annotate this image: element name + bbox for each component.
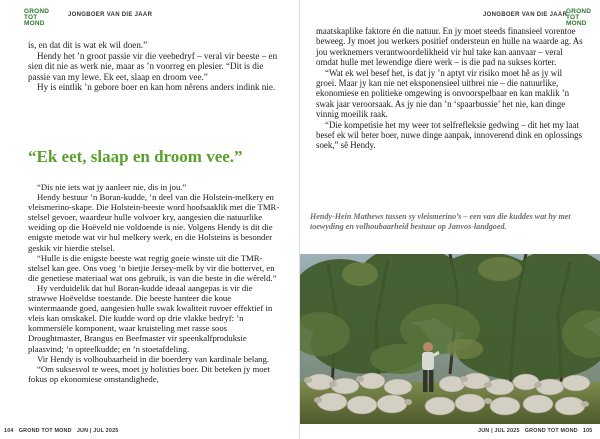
paragraph: “Dis nie iets wat jy aanleer nie, dis in jou.” (37, 182, 187, 192)
paragraph: is, en dat dit is wat ek wil doen.” (28, 40, 148, 50)
logo-text-line3: MOND (566, 20, 587, 27)
paragraph: “Hulle is die enigste beeste wat regtig goeie winste uit die TMR-stelsel kan gee. Ons voeg ’n bietjie Jersey-melk by vir die bottervet, en die genetiese materiaal wat ons gebruik, is van die beste in die wêreld.” (28, 252, 277, 283)
magazine-logo-right (566, 9, 591, 27)
page-footer-right (478, 428, 592, 434)
paragraph: Vir Hendy is volhoubaarheid in die boerdery van kardinale belang. (37, 353, 270, 364)
farmer-with-sheep-photo (300, 254, 600, 424)
paragraph: Hy is eintlik ’n gebore boer en kan hom nêrens anders indink nie. (37, 82, 276, 93)
magazine-name: GROND TOT MOND (524, 428, 578, 434)
pull-quote: “Ek eet, slaap en droom vee.” (28, 147, 243, 166)
photo-illustration (300, 254, 600, 424)
paragraph: maatskaplike faktore én die natuur. En jy moet steeds finansieel vorentoe beweeg. Jy moet jou werkers positief ondersteun en hulle na waarde ag. As jou werknemers verantwoordelikheid vir hul take kan aanvaar – veral omdat hulle met lewendige diere werk – is die pad na sukses korter. (316, 26, 583, 68)
page-number: 104 (4, 428, 14, 434)
logo-text-line1: GROND (566, 8, 592, 15)
logo-text-line1: GROND (24, 8, 50, 15)
page-footer-left (4, 428, 118, 434)
magazine-name: GROND TOT MOND (18, 428, 72, 434)
section-label-right: JONGBOER VAN DIE JAAR (483, 12, 568, 18)
logo-text-line2: TOT (566, 14, 580, 21)
paragraph: “Die kompetisie het my weer tot selfrefleksie gedwing – dit het my laat besef ek wil beter boer, nuwe dinge aanpak, innoverend dink en oplossings soek,” sê Hendy. (316, 119, 583, 151)
issue-date: JUN | JUL 2025 (478, 428, 520, 434)
right-column-text (316, 26, 584, 151)
paragraph: Hy verduidelik dat hul Boran-kudde ideaal aangepas is vir die strawwe Hoëveldse toestande. Die beeste hanteer die koue wintermaande goed, aangesien hulle swak kwaliteit ruvoer effektief in vleis kan omskakel. Die kudde word op drie vlakke bedryf: ’n kommersiële komponent, waar kruisteling met rasse soos Droughtmaster, Brangus en Beefmaster vir speenkalfproduksie plaasvind; ’n opteelkudde; en ’n stoetafdeling. (28, 282, 273, 354)
issue-date: JUN | JUL 2025 (76, 428, 119, 434)
page-number: 105 (582, 428, 593, 434)
paragraph: “Om suksesvol te wees, moet jy holisties boer. Dit beteken jy moet fokus op ekonomiese omstandighede, (28, 363, 270, 384)
logo-text-line3: MOND (24, 20, 45, 27)
left-column-top-text (28, 40, 280, 93)
photo-caption: Hendy-Hein Mathews tussen sy vleismerino’s – een van die kuddes wat hy met toewyding en volhoubaarheid bestuur op Janvos-landgoed. (310, 212, 571, 231)
magazine-logo-left (24, 9, 49, 27)
section-label-left: JONGBOER VAN DIE JAAR (68, 12, 153, 18)
paragraph: Hendy het ’n groot passie vir die veebedryf – veral vir beeste – en sien dit nie as werk nie, maar as ’n voorreg en plesier. “Dit is die passie van my lewe. Ek eet, slaap en droom vee.” (28, 50, 278, 82)
logo-text-line2: TOT (24, 14, 38, 21)
paragraph: “Wat ek wel besef het, is dat jy ’n aptyt vir risiko moet hê as jy wil groei. Maar jy kan nie net eksponensieel uitbrei nie – die natuurlike, ekonomiese en politieke omgewing is onvoorspelbaar en kan maklik ’n swak jaar veroorsaak. As jy nie dan ’n ‘spaarbussie’ het nie, kan dinge vinnig moeilik raak. (316, 67, 570, 120)
left-column-bottom-text (28, 182, 280, 384)
paragraph: Hendy bestuur ’n Boran-kudde, ’n deel van die Holstein-melkery en vleismerino-skape. Die Holstein-beeste word hoofsaaklik met die TMR-stelsel gevoer, waardeur hulle volvoer kry, aangesien die natuurlike weiding op die Hoëveld nie voldoende is nie. Volgens Hendy is dit die enigste metode wat vir hul melkery werk, en die Holsteins is besonder geskik vir hierdie stelsel. (28, 192, 280, 253)
